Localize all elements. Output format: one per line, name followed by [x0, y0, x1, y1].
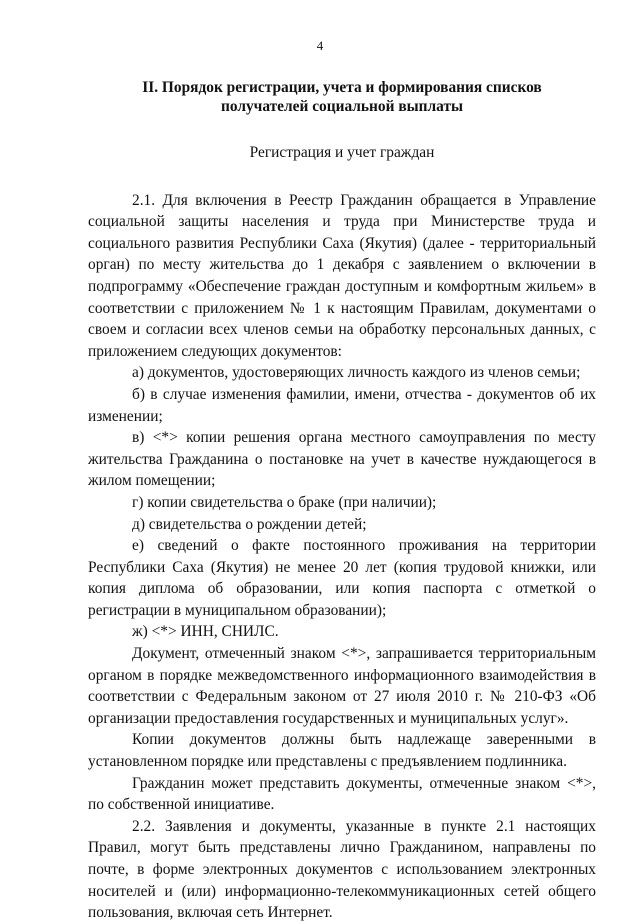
paragraph-document-request: Документ, отмеченный знаком <*>, запрашивается территориальным органом в порядке межведомственного информационного взаимодействия в соответствии с Федеральным законом от 27 июля 2010 г. № 210-ФЗ «Об организации предоставления государственных и муниципальных услуг». — [88, 645, 596, 727]
page-number: 4 — [316, 38, 324, 53]
paragraph-copies: Копии документов должны быть надлежаще заверенными в установленном порядке или представлены с предъявлением подлинника. — [88, 731, 596, 771]
paragraph-2-2: 2.2. Заявления и документы, указанные в пункте 2.1 настоящих Правил, могут быть представлены лично Гражданином, направлены по почте, в форме электронных документов с использованием электронных носителей и (или) информационно-телекоммуникационных сетей общего пользования, включая сеть Интернет. — [88, 817, 596, 922]
list-item-g: г) копии свидетельства о браке (при наличии); — [132, 493, 437, 511]
section-title-line-1: II. Порядок регистрации, учета и формирования списков — [142, 79, 542, 96]
list-item-v: в) <*> копии решения органа местного самоуправления по месту жительства Гражданина о постановке на учет в качестве нуждающегося в жилом помещении; — [88, 429, 596, 490]
list-item-e: е) сведений о факте постоянного проживания на территории Республики Саха (Якутия) не менее 20 лет (копия трудовой книжки, или копия диплома об образовании, или копия паспорта с отметкой о регистрации в муниципальном образовании); — [88, 537, 596, 619]
list-item-d: д) свидетельства о рождении детей; — [132, 515, 367, 533]
section-title — [88, 78, 596, 116]
list-item-a: а) документов, удостоверяющих личность каждого из членов семьи; — [132, 364, 581, 382]
paragraph-2-1: 2.1. Для включения в Реестр Гражданин обращается в Управление социальной защиты населения и труда при Министерстве труда и социального развития Республики Саха (Якутия) (далее - территориальный орган) по месту жительства до 1 декабря с заявлением о включении в подпрограмму «Обеспечение граждан доступным и комфортным жильем» в соответствии с приложением № 1 к настоящим Правилам, документами о своем и согласии всех членов семьи на обработку персональных данных, с приложением следующих документов: — [88, 191, 596, 360]
document-body — [88, 78, 596, 924]
section-title-line-2: получателей социальной выплаты — [220, 98, 464, 115]
list-item-b: б) в случае изменения фамилии, имени, отчества - документов об их изменении; — [88, 385, 596, 425]
list-item-zh: ж) <*> ИНН, СНИЛС. — [132, 623, 279, 641]
section-subtitle: Регистрация и учет граждан — [249, 144, 435, 161]
paragraph-own-initiative: Гражданин может представить документы, отмеченные знаком <*>, по собственной инициативе. — [88, 774, 596, 814]
